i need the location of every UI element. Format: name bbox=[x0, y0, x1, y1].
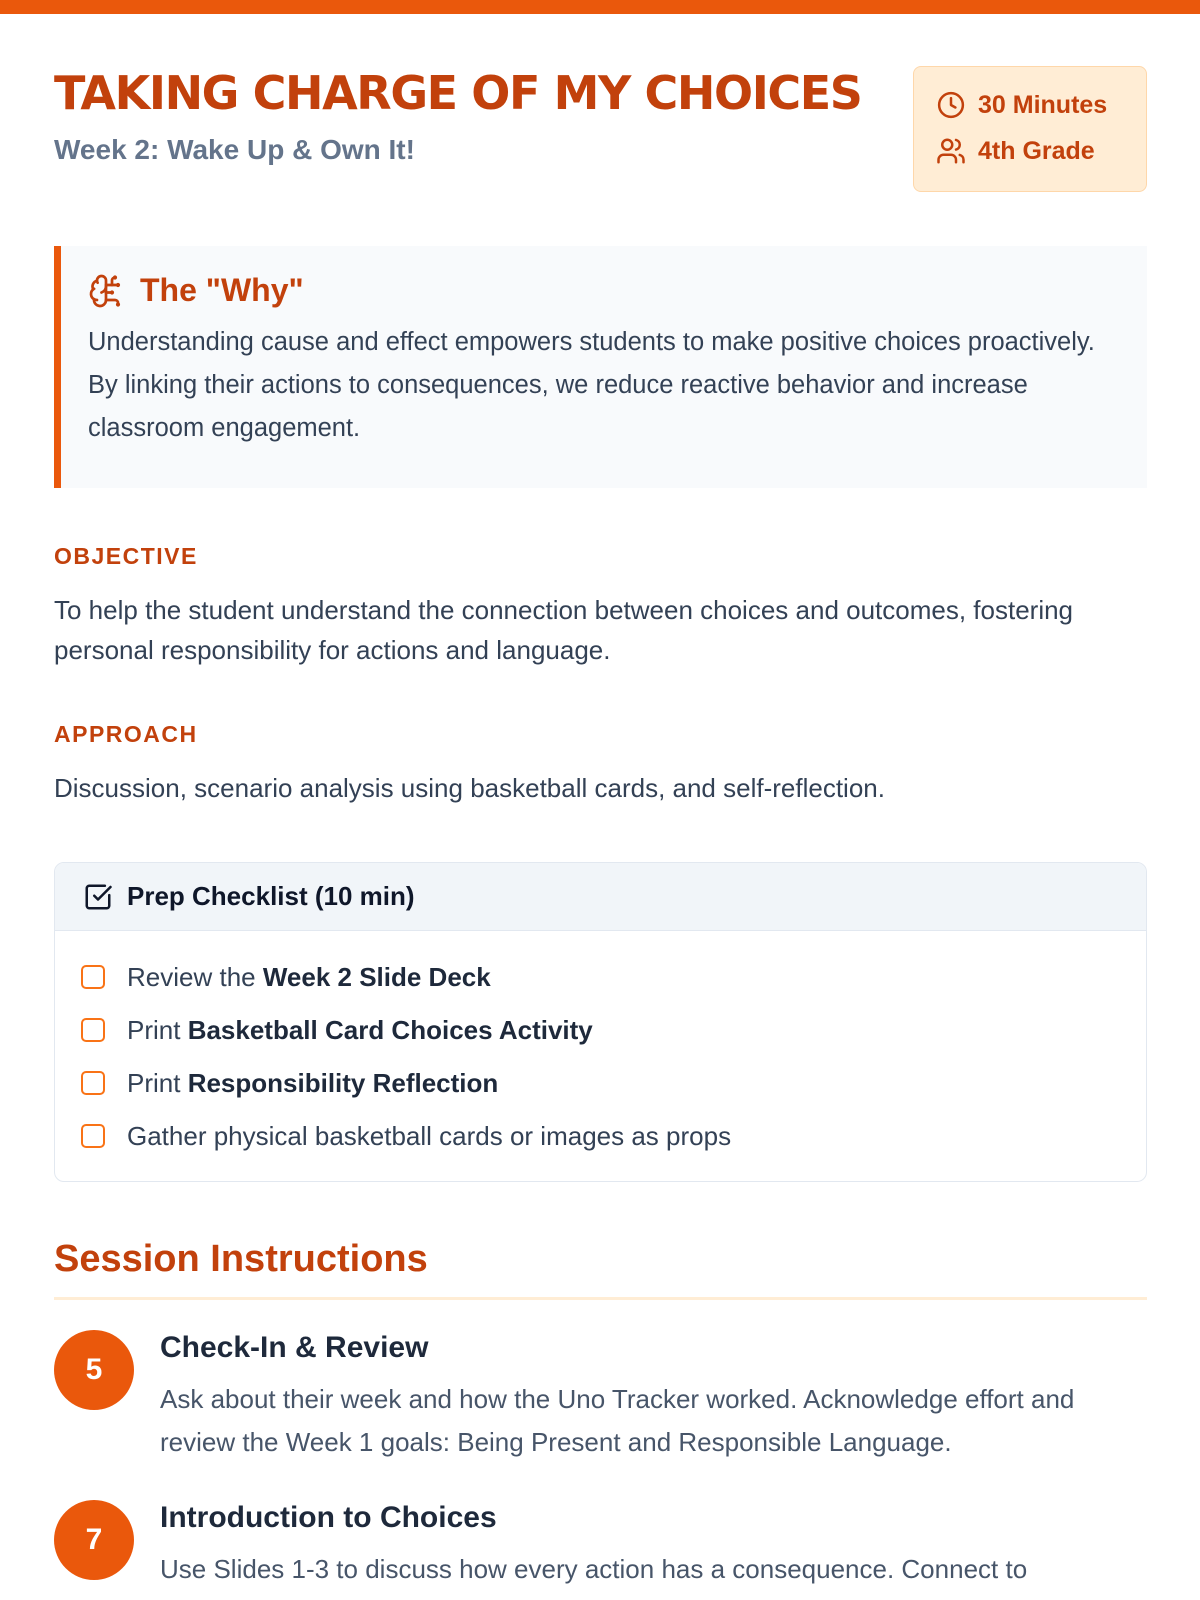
checklist-item[interactable] bbox=[81, 1065, 1146, 1101]
why-text: Understanding cause and effect empowers students to make positive choices proactively. By linking their actions to consequences, we reduce reactive behavior and increase classroom engagement. bbox=[88, 328, 1095, 442]
checklist-item-prefix: Review the bbox=[127, 961, 263, 992]
page-title: TAKING CHARGE OF MY CHOICES bbox=[54, 66, 862, 120]
checklist-item-bold: Basketball Card Choices Activity bbox=[187, 1014, 593, 1045]
checklist-items bbox=[55, 931, 1146, 1154]
checklist-checkbox[interactable] bbox=[81, 1018, 105, 1042]
grade-label: 4th Grade bbox=[978, 136, 1095, 165]
prep-checklist-card bbox=[54, 862, 1147, 1182]
checklist-checkbox[interactable] bbox=[81, 1071, 105, 1095]
objective-label: OBJECTIVE bbox=[54, 543, 198, 569]
why-heading bbox=[88, 272, 1117, 309]
step-text: Ask about their week and how the Uno Tracker worked. Acknowledge effort and review the Week 1 goals: Being Present and Responsible Language. bbox=[160, 1384, 1075, 1457]
section-divider bbox=[54, 1297, 1147, 1300]
users-icon bbox=[936, 136, 966, 166]
step-title: Introduction to Choices bbox=[160, 1501, 497, 1534]
checkbox-icon bbox=[83, 882, 113, 912]
approach-section bbox=[54, 721, 1147, 808]
checklist-checkbox[interactable] bbox=[81, 965, 105, 989]
grade-row bbox=[936, 135, 1146, 167]
checklist-item-prefix: Print bbox=[127, 1014, 188, 1045]
step-number-badge: 7 bbox=[54, 1500, 134, 1580]
checklist-item-prefix: Gather physical basketball cards or images as props bbox=[127, 1120, 732, 1151]
checklist-item-prefix: Print bbox=[127, 1067, 188, 1098]
instruction-step bbox=[54, 1330, 1147, 1464]
checklist-title: Prep Checklist (10 min) bbox=[127, 881, 415, 911]
checklist-checkbox[interactable] bbox=[81, 1124, 105, 1148]
checklist-item-text bbox=[127, 1015, 593, 1046]
checklist-item-text bbox=[127, 1121, 731, 1152]
top-accent-bar bbox=[0, 0, 1200, 14]
session-instructions-title: Session Instructions bbox=[54, 1238, 428, 1280]
why-callout bbox=[54, 246, 1147, 488]
page-subtitle: Week 2: Wake Up & Own It! bbox=[54, 134, 415, 165]
step-text: Use Slides 1-3 to discuss how every action has a consequence. Connect to bbox=[160, 1554, 1028, 1584]
brain-icon bbox=[88, 273, 124, 309]
objective-section bbox=[54, 543, 1147, 670]
checklist-item[interactable] bbox=[81, 959, 1146, 995]
checklist-item-text bbox=[127, 1068, 498, 1099]
clock-icon bbox=[936, 90, 966, 120]
checklist-item[interactable] bbox=[81, 1118, 1146, 1154]
checklist-item-bold: Responsibility Reflection bbox=[187, 1067, 499, 1098]
objective-text: To help the student understand the connection between choices and outcomes, fostering personal responsibility for actions and language. bbox=[54, 595, 1074, 665]
approach-text: Discussion, scenario analysis using basketball cards, and self-reflection. bbox=[54, 773, 885, 803]
lesson-page bbox=[54, 14, 1147, 1591]
approach-label: APPROACH bbox=[54, 721, 198, 747]
lesson-meta-card bbox=[913, 66, 1147, 192]
duration-row bbox=[936, 89, 1146, 121]
instruction-step bbox=[54, 1500, 1147, 1591]
why-heading-text: The "Why" bbox=[140, 272, 304, 308]
checklist-item[interactable] bbox=[81, 1012, 1146, 1048]
step-title: Check-In & Review bbox=[160, 1331, 429, 1364]
step-number-badge: 5 bbox=[54, 1330, 134, 1410]
checklist-item-text bbox=[127, 962, 491, 993]
checklist-header bbox=[55, 863, 1146, 931]
checklist-item-bold: Week 2 Slide Deck bbox=[262, 961, 491, 992]
duration-label: 30 Minutes bbox=[978, 90, 1108, 119]
lesson-header bbox=[54, 14, 1147, 224]
